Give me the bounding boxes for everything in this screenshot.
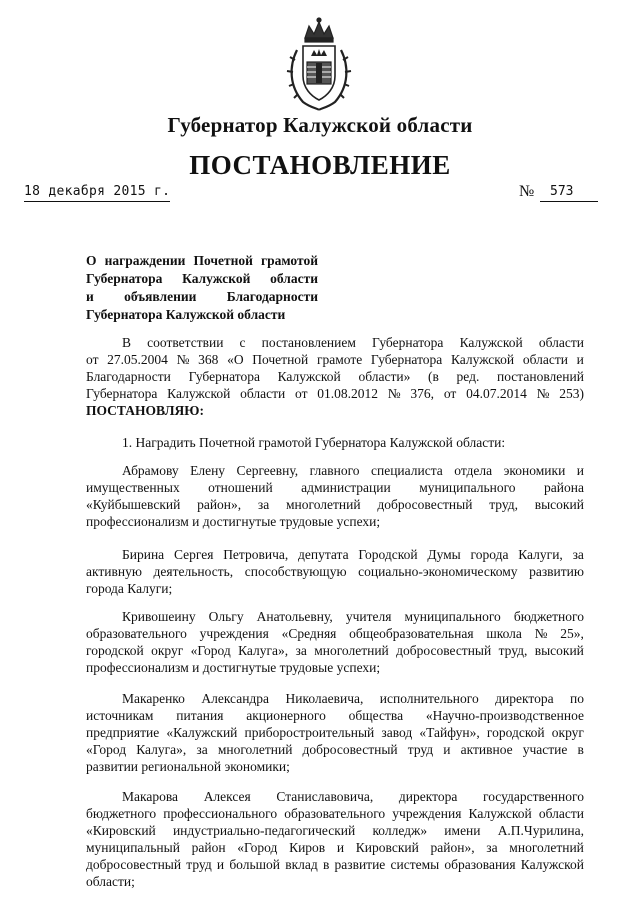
word: развитие bbox=[334, 857, 386, 872]
resolve-statement: ПОСТАНОВЛЯЮ: bbox=[86, 403, 204, 418]
text-line bbox=[86, 479, 584, 496]
word: активную bbox=[86, 564, 142, 579]
word: развитию bbox=[529, 564, 584, 579]
word: высокий bbox=[534, 497, 584, 512]
word: Губернатора bbox=[372, 335, 444, 350]
word: А.П.Чурилина, bbox=[497, 823, 584, 838]
word: и bbox=[576, 463, 584, 478]
word: грамотой bbox=[261, 253, 318, 268]
text-line bbox=[86, 805, 584, 822]
word: добросовестный bbox=[396, 643, 492, 658]
text-line bbox=[86, 563, 584, 580]
word: Киров bbox=[289, 840, 326, 855]
word: район», bbox=[430, 840, 475, 855]
word: 01.08.2012 bbox=[317, 386, 378, 401]
word: области bbox=[522, 352, 568, 367]
word: завод bbox=[381, 725, 413, 740]
word: Губернатора bbox=[370, 352, 443, 367]
word: главного bbox=[309, 463, 360, 478]
text-line bbox=[86, 608, 584, 625]
word: многолетний bbox=[217, 742, 293, 757]
word: отдела bbox=[454, 463, 493, 478]
word: Сергея bbox=[173, 547, 214, 562]
word: Калуга», bbox=[136, 742, 187, 757]
word: № bbox=[536, 386, 550, 401]
text-line bbox=[86, 385, 584, 402]
word: по bbox=[570, 691, 584, 706]
word: муниципального bbox=[404, 609, 501, 624]
word: Ольгу bbox=[208, 609, 244, 624]
word: 253) bbox=[559, 386, 584, 401]
word: учреждения bbox=[392, 806, 462, 821]
word: предприятие bbox=[86, 725, 160, 740]
word: постановлением bbox=[261, 335, 356, 350]
word: ред. bbox=[456, 369, 480, 384]
word: «Средняя bbox=[281, 626, 337, 641]
word: в bbox=[322, 857, 330, 872]
word: вклад bbox=[285, 857, 318, 872]
word: награждении bbox=[104, 253, 186, 268]
word: «Город bbox=[237, 840, 278, 855]
word: (в bbox=[427, 369, 439, 384]
word: Калуга», bbox=[238, 643, 289, 658]
word: Сергеевну, bbox=[236, 463, 299, 478]
word: имущественных bbox=[86, 480, 180, 495]
word: директора bbox=[495, 691, 554, 706]
word: способствующую bbox=[244, 564, 347, 579]
word: Почетной bbox=[193, 253, 253, 268]
awardee-paragraph bbox=[86, 546, 584, 597]
word: специалиста bbox=[371, 463, 443, 478]
word: Станиславовича, bbox=[276, 789, 374, 804]
item-1-text: 1. Наградить Почетной грамотой Губернатора Калужской области: bbox=[122, 435, 506, 450]
word: Александра bbox=[201, 691, 270, 706]
word: В bbox=[122, 335, 132, 350]
text-line: области; bbox=[86, 874, 135, 889]
kaluga-coat-of-arms-icon bbox=[283, 16, 355, 112]
text-line bbox=[86, 351, 584, 368]
word: «Научно-производственное bbox=[425, 708, 584, 723]
word: и bbox=[86, 289, 94, 304]
word: добросовестный bbox=[302, 742, 398, 757]
word: Калужской bbox=[167, 386, 231, 401]
word: Абрамову bbox=[122, 463, 179, 478]
word: за bbox=[196, 742, 208, 757]
word: образования bbox=[444, 857, 516, 872]
text-line: профессионализм и достигнутые трудовые успехи; bbox=[86, 660, 381, 675]
word: добросовестный bbox=[86, 857, 182, 872]
text-line bbox=[86, 822, 584, 839]
word: многолетний bbox=[314, 643, 389, 658]
word: Петровича, bbox=[223, 547, 289, 562]
issuing-authority: Губернатор Калужской области bbox=[167, 113, 473, 137]
word: профессионального bbox=[163, 806, 278, 821]
word: источникам bbox=[86, 708, 154, 723]
word: и bbox=[443, 742, 451, 757]
word: активное bbox=[460, 742, 513, 757]
text-line bbox=[86, 625, 584, 642]
word: Почетной bbox=[252, 352, 309, 367]
word: от bbox=[295, 386, 308, 401]
word: и bbox=[336, 840, 345, 855]
text-line bbox=[86, 334, 584, 351]
word: городской bbox=[86, 643, 144, 658]
word: Кривошеину bbox=[122, 609, 196, 624]
text-line bbox=[86, 462, 584, 479]
word: государственного bbox=[483, 789, 584, 804]
word: области bbox=[270, 271, 318, 286]
word: многолетний bbox=[509, 840, 584, 855]
word: 27.05.2004 bbox=[107, 352, 168, 367]
number-underline bbox=[540, 201, 598, 202]
word: 376, bbox=[410, 386, 435, 401]
word: постановлений bbox=[496, 369, 584, 384]
word: Губернатора bbox=[86, 271, 163, 286]
word: района bbox=[544, 480, 584, 495]
word: Калужской bbox=[459, 335, 523, 350]
word: деятельность, bbox=[153, 564, 234, 579]
word: многолетний bbox=[286, 497, 361, 512]
item-1 bbox=[86, 434, 584, 451]
word: области bbox=[538, 806, 584, 821]
word: имени bbox=[444, 823, 481, 838]
word: от bbox=[443, 386, 457, 401]
word: исполнительного bbox=[379, 691, 479, 706]
word: колледж» bbox=[372, 823, 428, 838]
word: приборостроительный bbox=[244, 725, 375, 740]
word: города bbox=[470, 547, 509, 562]
word: за bbox=[257, 497, 270, 512]
word: Калужской bbox=[468, 806, 532, 821]
word: «Город bbox=[190, 643, 231, 658]
word: Калужской bbox=[520, 857, 584, 872]
word: труд, bbox=[498, 643, 528, 658]
word: за bbox=[295, 643, 307, 658]
word: Губернатора bbox=[86, 386, 158, 401]
text-line: профессионализм и достигнутые трудовые успехи; bbox=[86, 514, 381, 529]
word: Калужской bbox=[277, 369, 341, 384]
awardee-paragraph bbox=[86, 788, 584, 890]
word: экономики bbox=[503, 463, 566, 478]
preamble bbox=[86, 334, 584, 419]
text-line bbox=[86, 856, 584, 873]
word: школа bbox=[486, 626, 522, 641]
word: системы bbox=[390, 857, 440, 872]
word: бюджетного bbox=[513, 609, 584, 624]
text-line bbox=[86, 741, 584, 758]
word: Николаевича, bbox=[285, 691, 364, 706]
word: учителя bbox=[345, 609, 392, 624]
word: общеобразовательная bbox=[349, 626, 474, 641]
word: 368 bbox=[198, 352, 219, 367]
title-line bbox=[86, 252, 318, 270]
word: Калуги, bbox=[518, 547, 563, 562]
document-title bbox=[86, 252, 318, 324]
text-line bbox=[86, 546, 584, 563]
text-line bbox=[86, 642, 584, 659]
text-line bbox=[86, 707, 584, 724]
text-line bbox=[86, 368, 584, 385]
word: образовательного bbox=[86, 626, 187, 641]
text-line: развитии региональной экономики; bbox=[86, 759, 290, 774]
word: добросовестный bbox=[377, 497, 473, 512]
word: Губернатора bbox=[188, 369, 260, 384]
word: области» bbox=[358, 369, 411, 384]
word: Калужской bbox=[450, 352, 515, 367]
awardee-paragraph bbox=[86, 690, 584, 775]
text-line bbox=[86, 839, 584, 856]
text-line bbox=[86, 496, 584, 513]
word: муниципальный bbox=[86, 840, 180, 855]
text-line bbox=[86, 724, 584, 741]
word: труд bbox=[186, 857, 212, 872]
word: области bbox=[538, 335, 584, 350]
word: Кировский bbox=[355, 840, 419, 855]
word: в bbox=[577, 742, 584, 757]
word: Думы bbox=[427, 547, 461, 562]
document-date: 18 декабря 2015 г. bbox=[24, 184, 171, 199]
word: питания bbox=[176, 708, 224, 723]
word: «О bbox=[227, 352, 244, 367]
word: Елену bbox=[190, 463, 226, 478]
title-line bbox=[86, 288, 318, 306]
word: 04.07.2014 bbox=[466, 386, 527, 401]
word: участие bbox=[522, 742, 568, 757]
word: образовательного bbox=[284, 806, 386, 821]
word: «Куйбышевский bbox=[86, 497, 181, 512]
word: «Кировский bbox=[86, 823, 156, 838]
text-line bbox=[86, 690, 584, 707]
word: район bbox=[191, 840, 226, 855]
word: Анатольевну, bbox=[256, 609, 333, 624]
word: Калужской bbox=[182, 271, 251, 286]
word: общества bbox=[348, 708, 404, 723]
word: Благодарности bbox=[86, 369, 171, 384]
word: округ bbox=[551, 725, 584, 740]
word: 25», bbox=[560, 626, 584, 641]
word: от bbox=[86, 352, 99, 367]
word: Благодарности bbox=[226, 289, 318, 304]
title-line: Губернатора Калужской области bbox=[86, 307, 286, 322]
word: соответствии bbox=[147, 335, 224, 350]
word: администрации bbox=[301, 480, 391, 495]
word: директора bbox=[398, 789, 458, 804]
word: высокий bbox=[534, 643, 584, 658]
word: бюджетного bbox=[86, 806, 157, 821]
word: области bbox=[240, 386, 286, 401]
word: отношений bbox=[208, 480, 273, 495]
title-line bbox=[86, 270, 318, 288]
word: за bbox=[572, 547, 584, 562]
word: акционерного bbox=[246, 708, 326, 723]
word: городской bbox=[486, 725, 545, 740]
word: № bbox=[176, 352, 190, 367]
word: № bbox=[387, 386, 401, 401]
awardee-paragraph bbox=[86, 608, 584, 676]
word: Макарова bbox=[122, 789, 179, 804]
word: № bbox=[534, 626, 548, 641]
word: за bbox=[486, 840, 498, 855]
text-line: города Калуги; bbox=[86, 581, 173, 596]
word: район», bbox=[197, 497, 242, 512]
word: индустриально-педагогический bbox=[172, 823, 356, 838]
word: объявлении bbox=[124, 289, 197, 304]
word: депутата bbox=[298, 547, 349, 562]
word: О bbox=[86, 253, 97, 268]
word: и bbox=[216, 857, 225, 872]
word: большой bbox=[229, 857, 281, 872]
word: Бирина bbox=[122, 547, 165, 562]
word: социально-экономическому bbox=[358, 564, 518, 579]
word: Макаренко bbox=[122, 691, 185, 706]
word: Городской bbox=[358, 547, 418, 562]
word: «Тайфун», bbox=[419, 725, 480, 740]
word: «Калужский bbox=[166, 725, 238, 740]
word: округ bbox=[151, 643, 184, 658]
text-line bbox=[86, 788, 584, 805]
word: муниципального bbox=[419, 480, 516, 495]
word: Алексея bbox=[203, 789, 251, 804]
word: и bbox=[576, 352, 584, 367]
awardee-paragraph bbox=[86, 462, 584, 530]
word: учреждения bbox=[199, 626, 269, 641]
word: с bbox=[239, 335, 246, 350]
word: труд, bbox=[489, 497, 518, 512]
document-type: ПОСТАНОВЛЕНИЕ bbox=[189, 150, 451, 180]
word: «Город bbox=[86, 742, 127, 757]
word: труд bbox=[407, 742, 434, 757]
number-label: № bbox=[519, 183, 535, 200]
document-number: 573 bbox=[550, 184, 574, 199]
date-underline bbox=[24, 201, 170, 202]
word: грамоте bbox=[316, 352, 363, 367]
